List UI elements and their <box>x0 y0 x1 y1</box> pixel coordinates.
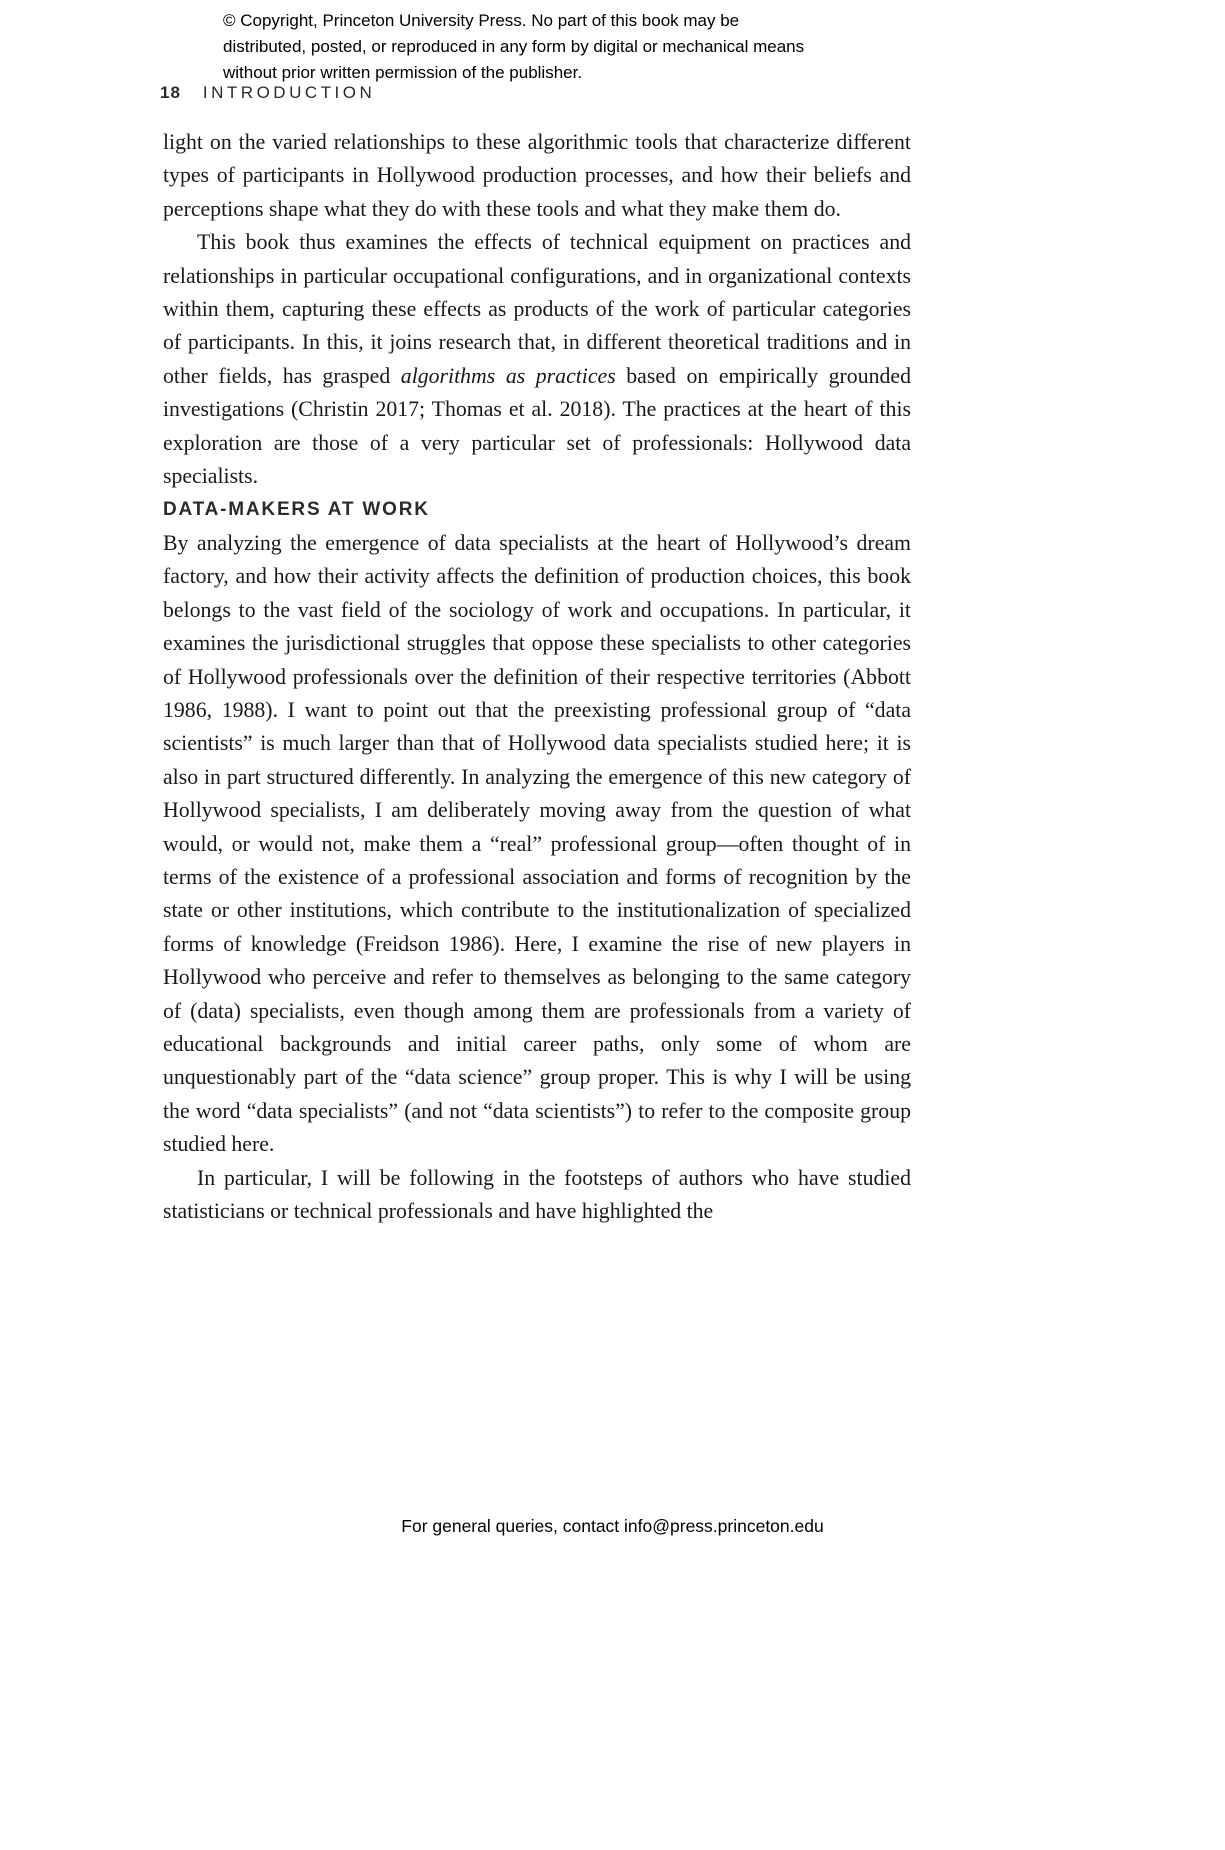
paragraph: By analyzing the emergence of data specialists at the heart of Hollywood’s dream factory, and how their activity affects the definition of production choices, this book belongs to the vast field of the sociology of work and occupations. In particular, it examines the jurisdictional struggles that oppose these specialists to other categories of Hollywood professionals over the definition of their respective territories (Abbott 1986, 1988). I want to point out that the preexisting professional group of “data scientists” is much larger than that of Hollywood data specialists studied here; it is also in part structured differently. In analyzing the emergence of this new category of Hollywood specialists, I am deliberately moving away from the question of what would, or would not, make them a “real” professional group—often thought of in terms of the existence of a professional association and forms of recognition by the state or other institutions, which contribute to the institutionalization of specialized forms of knowledge (Freidson 1986). Here, I examine the rise of new players in Hollywood who perceive and refer to themselves as belonging to the same category of (data) specialists, even though among them are professionals from a variety of educational backgrounds and initial career paths, only some of whom are unquestionably part of the “data science” group proper. This is why I will be using the word “data specialists” (and not “data scientists”) to refer to the composite group studied here. <box>163 530 911 1157</box>
page-footer: For general queries, contact info@press.princeton.edu <box>401 1516 824 1536</box>
section-heading: DATA-MAKERS AT WORK <box>163 499 430 521</box>
italic-phrase: algorithms as practices <box>400 363 616 388</box>
body-text <box>163 126 911 1228</box>
running-header <box>160 83 375 103</box>
running-head-title: INTRODUCTION <box>202 83 376 102</box>
paragraph <box>163 226 911 493</box>
paragraph-text: based on empirically grounded investigations (Christin 2017; Thomas et al. 2018). The practices at the heart of this exploration are those of a very particular set of professionals: Hollywood data specialists. <box>163 363 911 489</box>
paragraph: light on the varied relationships to these algorithmic tools that characterize different types of participants in Hollywood production processes, and how their beliefs and perceptions shape what they do with these tools and what they make them do. <box>163 130 911 221</box>
page-number: 18 <box>160 83 181 102</box>
paragraph: In particular, I will be following in the footsteps of authors who have studied statisticians or technical professionals and have highlighted the <box>163 1165 911 1223</box>
paragraph-text: This book thus examines the effects of technical equipment on practices and relationships in particular occupational configurations, and in organizational contexts within them, capturing these effects as products of the work of particular categories of participants. In this, it joins research that, in different theoretical traditions and in other fields, has grasped <box>163 230 911 388</box>
copyright-notice: © Copyright, Princeton University Press. No part of this book may be distributed, posted, or reproduced in any form by digital or mechanical means without prior written permission of the publisher. <box>223 11 805 82</box>
